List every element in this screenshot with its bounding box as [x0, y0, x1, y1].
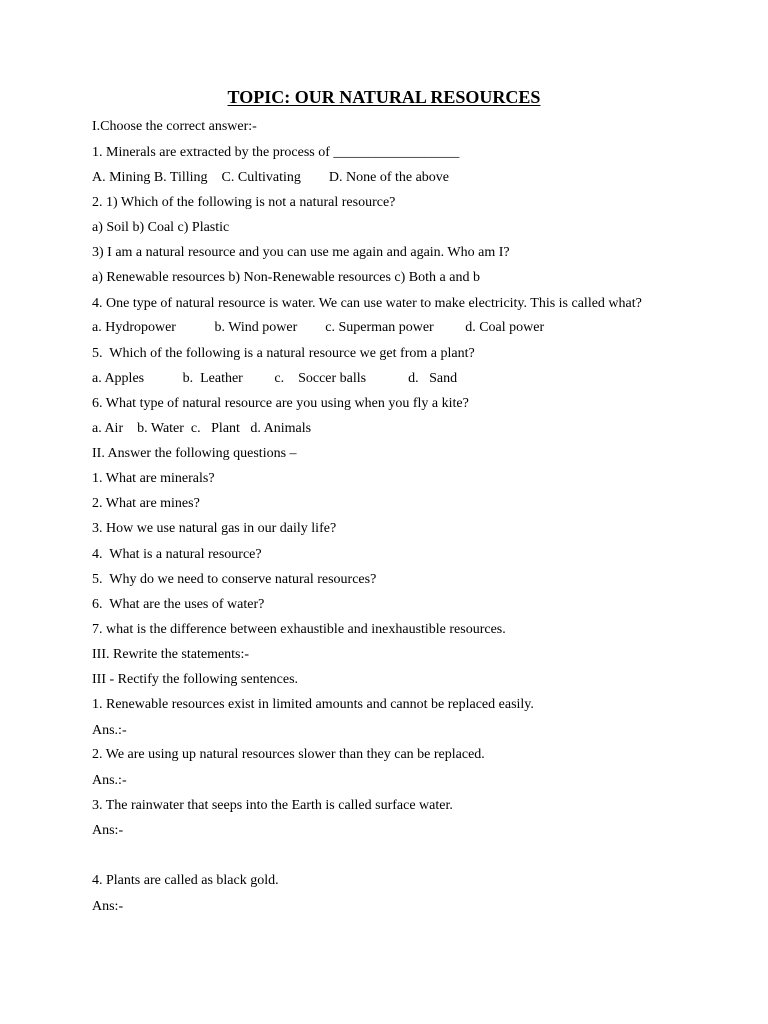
- section-heading-choose: I.Choose the correct answer:-: [92, 119, 257, 134]
- question-line: 4. What is a natural resource?: [92, 547, 262, 562]
- answer-label: Ans.:-: [92, 773, 127, 788]
- statement-line: 1. Renewable resources exist in limited amounts and cannot be replaced easily.: [92, 697, 534, 712]
- answer-label: Ans.:-: [92, 723, 127, 738]
- question-line: 3) I am a natural resource and you can use me again and again. Who am I?: [92, 245, 510, 260]
- question-line: 3. How we use natural gas in our daily life?: [92, 521, 337, 536]
- page-title: [0, 86, 768, 108]
- options-line: a. Air b. Water c. Plant d. Animals: [92, 421, 312, 436]
- page-title-text: TOPIC: OUR NATURAL RESOURCES: [227, 87, 541, 107]
- section-heading-rectify: III - Rectify the following sentences.: [92, 672, 299, 687]
- question-line: 5. Which of the following is a natural resource we get from a plant?: [92, 346, 475, 361]
- answer-label: Ans:-: [92, 823, 124, 838]
- question-line: 5. Why do we need to conserve natural resources?: [92, 572, 377, 587]
- statement-line: 3. The rainwater that seeps into the Earth is called surface water.: [92, 798, 453, 813]
- question-line: 6. What type of natural resource are you using when you fly a kite?: [92, 396, 469, 411]
- question-line: 1. What are minerals?: [92, 471, 215, 486]
- question-line: 6. What are the uses of water?: [92, 597, 265, 612]
- question-line: 4. One type of natural resource is water. We can use water to make electricity. This is called what?: [92, 296, 642, 311]
- options-line: a. Apples b. Leather c. Soccer balls d. Sand: [92, 371, 458, 386]
- question-line: 7. what is the difference between exhaustible and inexhaustible resources.: [92, 622, 506, 637]
- question-line: 2. What are mines?: [92, 496, 200, 511]
- options-line: a) Renewable resources b) Non-Renewable resources c) Both a and b: [92, 270, 480, 285]
- statement-line: 4. Plants are called as black gold.: [92, 873, 279, 888]
- options-line: A. Mining B. Tilling C. Cultivating D. None of the above: [92, 170, 450, 185]
- question-line: 2. 1) Which of the following is not a natural resource?: [92, 195, 396, 210]
- answer-label: Ans:-: [92, 899, 124, 914]
- section-heading-rewrite: III. Rewrite the statements:-: [92, 647, 250, 662]
- statement-line: 2. We are using up natural resources slower than they can be replaced.: [92, 747, 485, 762]
- section-heading-answer: II. Answer the following questions –: [92, 446, 297, 461]
- question-line: 1. Minerals are extracted by the process of __________________: [92, 145, 460, 160]
- options-line: a. Hydropower b. Wind power c. Superman power d. Coal power: [92, 320, 545, 335]
- options-line: a) Soil b) Coal c) Plastic: [92, 220, 230, 235]
